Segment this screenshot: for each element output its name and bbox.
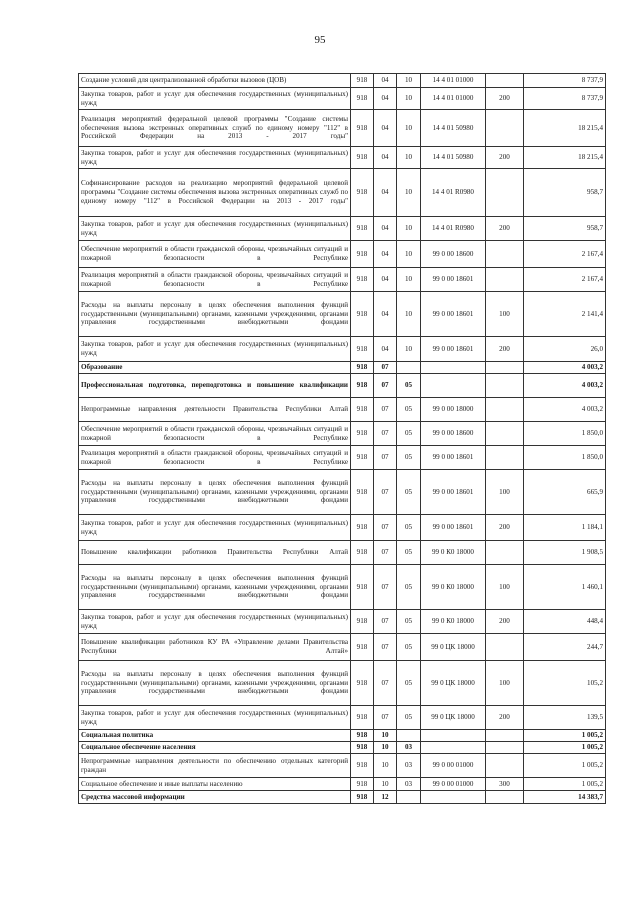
row-gr-code: 918 [351,292,374,337]
row-sum: 1 005,2 [524,742,606,754]
row-csr-code: 99 0 К0 18000 [421,565,486,610]
table-row [79,661,606,706]
row-name: Закупка товаров, работ и услуг для обеспечения государственных (муниципальных) нужд [79,147,351,169]
row-pr-code [397,791,421,804]
row-gr-code: 918 [351,337,374,362]
row-rz-code: 04 [374,147,397,169]
row-name: Закупка товаров, работ и услуг для обеспечения государственных (муниципальных) нужд [79,610,351,634]
row-gr-code: 918 [351,730,374,742]
row-vr-code [486,241,524,268]
row-pr-code: 05 [397,706,421,730]
row-rz-code: 07 [374,706,397,730]
row-pr-code: 05 [397,634,421,661]
table-row [79,337,606,362]
budget-table [78,73,606,804]
row-gr-code: 918 [351,515,374,541]
row-name: Закупка товаров, работ и услуг для обеспечения государственных (муниципальных) нужд [79,515,351,541]
row-name: Повышение квалификации работников Правительства Республики Алтай [79,541,351,565]
row-rz-code: 07 [374,422,397,446]
row-csr-code [421,362,486,374]
row-rz-code: 07 [374,446,397,470]
table-row [79,634,606,661]
row-csr-code: 14 4 01 50980 [421,147,486,169]
row-vr-code [486,422,524,446]
table-row [79,791,606,804]
row-gr-code: 918 [351,661,374,706]
row-sum: 1 850,0 [524,446,606,470]
row-pr-code: 05 [397,565,421,610]
row-name: Создание условий для централизованной обработки вызовов (ЦОВ) [79,74,351,88]
row-sum: 958,7 [524,217,606,241]
row-sum: 8 737,9 [524,74,606,88]
row-csr-code: 99 0 00 18601 [421,337,486,362]
row-csr-code [421,791,486,804]
row-pr-code: 05 [397,422,421,446]
row-vr-code [486,791,524,804]
row-vr-code [486,374,524,398]
row-csr-code: 14 4 01 01000 [421,74,486,88]
row-gr-code: 918 [351,147,374,169]
row-name: Непрограммные направления деятельности Правительства Республики Алтай [79,398,351,422]
row-sum: 665,9 [524,470,606,515]
row-sum: 1 005,2 [524,730,606,742]
row-rz-code: 07 [374,661,397,706]
row-pr-code: 10 [397,241,421,268]
table-row [79,446,606,470]
row-pr-code: 05 [397,661,421,706]
row-gr-code: 918 [351,610,374,634]
row-vr-code [486,110,524,147]
row-sum: 1 005,2 [524,778,606,791]
row-sum: 139,5 [524,706,606,730]
row-gr-code: 918 [351,706,374,730]
row-rz-code: 07 [374,610,397,634]
row-name: Закупка товаров, работ и услуг для обеспечения государственных (муниципальных) нужд [79,337,351,362]
row-rz-code: 04 [374,268,397,292]
row-vr-code: 100 [486,565,524,610]
table-row [79,706,606,730]
row-name: Закупка товаров, работ и услуг для обеспечения государственных (муниципальных) нужд [79,217,351,241]
row-pr-code [397,730,421,742]
row-csr-code: 99 0 00 18600 [421,422,486,446]
row-vr-code [486,730,524,742]
table-row [79,268,606,292]
table-row [79,470,606,515]
row-csr-code: 14 4 01 R0980 [421,217,486,241]
table-row [79,565,606,610]
table-row [79,541,606,565]
row-rz-code: 07 [374,541,397,565]
row-csr-code: 99 0 00 18601 [421,515,486,541]
table-row [79,754,606,778]
row-rz-code: 10 [374,754,397,778]
row-name: Социальная политика [79,730,351,742]
row-rz-code: 07 [374,634,397,661]
row-pr-code: 05 [397,398,421,422]
row-csr-code [421,374,486,398]
table-row [79,110,606,147]
row-name: Расходы на выплаты персоналу в целях обеспечения выполнения функций государственными (муниципальными) органами, казенными учреждениями, органами управления государственными внебюджетными фондами [79,292,351,337]
row-rz-code: 04 [374,292,397,337]
row-gr-code: 918 [351,88,374,110]
row-name: Расходы на выплаты персоналу в целях обеспечения выполнения функций государственными (муниципальными) органами, казенными учреждениями, органами управления государственными внебюджетными фондами [79,565,351,610]
row-sum: 4 003,2 [524,362,606,374]
row-name: Социальное обеспечение населения [79,742,351,754]
row-sum: 1 460,1 [524,565,606,610]
row-name: Софинансирование расходов на реализацию мероприятий федеральной целевой программы "Создание системы обеспечения вызова экстренных оперативных служб по единому номеру "112" в Российской Федерации на 2013 - 2017 годы" [79,169,351,217]
table-row [79,742,606,754]
row-gr-code: 918 [351,398,374,422]
row-name: Реализация мероприятий федеральной целевой программы "Создание системы обеспечения вызова экстренных оперативных служб по единому номеру "112" в Российской Федерации на 2013 - 2017 годы" [79,110,351,147]
row-gr-code: 918 [351,541,374,565]
row-vr-code [486,754,524,778]
row-rz-code: 04 [374,88,397,110]
row-pr-code [397,362,421,374]
row-sum: 8 737,9 [524,88,606,110]
row-gr-code: 918 [351,217,374,241]
table-row [79,217,606,241]
row-gr-code: 918 [351,374,374,398]
table-row [79,778,606,791]
row-pr-code: 10 [397,268,421,292]
row-rz-code: 07 [374,398,397,422]
row-csr-code: 14 4 01 50980 [421,110,486,147]
row-pr-code: 05 [397,470,421,515]
row-vr-code: 100 [486,292,524,337]
row-csr-code [421,730,486,742]
table-row [79,610,606,634]
row-name: Повышение квалификации работников КУ РА «Управление делами Правительства Республики Алтай» [79,634,351,661]
row-vr-code: 200 [486,610,524,634]
row-pr-code: 10 [397,217,421,241]
page-number: 95 [314,34,326,46]
row-sum: 18 215,4 [524,110,606,147]
row-name: Социальное обеспечение и иные выплаты населению [79,778,351,791]
row-csr-code: 99 0 00 18600 [421,241,486,268]
row-csr-code: 99 0 К0 18000 [421,610,486,634]
row-pr-code: 10 [397,292,421,337]
row-vr-code: 200 [486,515,524,541]
table-row [79,74,606,88]
row-rz-code: 07 [374,565,397,610]
row-gr-code: 918 [351,169,374,217]
row-vr-code [486,362,524,374]
row-sum: 2 167,4 [524,268,606,292]
row-csr-code: 99 0 00 18000 [421,398,486,422]
row-vr-code: 200 [486,88,524,110]
row-vr-code: 100 [486,470,524,515]
row-vr-code [486,398,524,422]
row-pr-code: 10 [397,147,421,169]
row-csr-code: 14 4 01 R0980 [421,169,486,217]
row-sum: 26,0 [524,337,606,362]
table-row [79,241,606,268]
row-pr-code: 03 [397,742,421,754]
row-rz-code: 04 [374,110,397,147]
row-csr-code: 99 0 00 18601 [421,292,486,337]
table-row [79,730,606,742]
row-name: Закупка товаров, работ и услуг для обеспечения государственных (муниципальных) нужд [79,88,351,110]
row-pr-code: 05 [397,610,421,634]
table-row [79,398,606,422]
row-rz-code: 04 [374,217,397,241]
row-sum: 2 167,4 [524,241,606,268]
row-pr-code: 10 [397,88,421,110]
row-rz-code: 07 [374,374,397,398]
row-pr-code: 10 [397,169,421,217]
table-row [79,374,606,398]
row-gr-code: 918 [351,791,374,804]
row-vr-code [486,742,524,754]
row-vr-code [486,446,524,470]
row-gr-code: 918 [351,634,374,661]
row-name: Реализация мероприятий в области гражданской обороны, чрезвычайных ситуаций и пожарной безопасности в Республике [79,446,351,470]
row-name: Профессиональная подготовка, переподготовка и повышение квалификации [79,374,351,398]
row-gr-code: 918 [351,742,374,754]
row-csr-code: 99 0 ЦК 18000 [421,706,486,730]
row-vr-code [486,74,524,88]
table-row [79,88,606,110]
row-csr-code: 99 0 ЦК 18000 [421,634,486,661]
row-rz-code: 07 [374,470,397,515]
row-pr-code: 10 [397,337,421,362]
row-vr-code: 200 [486,217,524,241]
row-vr-code [486,634,524,661]
row-sum: 18 215,4 [524,147,606,169]
row-name: Непрограммные направления деятельности по обеспечению отдельных категорий граждан [79,754,351,778]
table-row [79,362,606,374]
table-row [79,147,606,169]
row-name: Образование [79,362,351,374]
row-pr-code: 05 [397,541,421,565]
row-sum: 1 005,2 [524,754,606,778]
row-gr-code: 918 [351,241,374,268]
row-rz-code: 12 [374,791,397,804]
row-sum: 244,7 [524,634,606,661]
row-gr-code: 918 [351,446,374,470]
row-pr-code: 03 [397,754,421,778]
row-gr-code: 918 [351,565,374,610]
row-name: Расходы на выплаты персоналу в целях обеспечения выполнения функций государственными (муниципальными) органами, казенными учреждениями, органами управления государственными внебюджетными фондами [79,470,351,515]
row-name: Обеспечение мероприятий в области гражданской обороны, чрезвычайных ситуаций и пожарной безопасности в Республике [79,422,351,446]
row-vr-code: 200 [486,147,524,169]
table-row [79,169,606,217]
row-gr-code: 918 [351,754,374,778]
row-sum: 4 003,2 [524,374,606,398]
row-gr-code: 918 [351,74,374,88]
row-rz-code: 04 [374,169,397,217]
row-csr-code: 99 0 00 01000 [421,778,486,791]
row-vr-code [486,169,524,217]
row-csr-code: 99 0 00 18601 [421,268,486,292]
row-gr-code: 918 [351,362,374,374]
row-rz-code: 10 [374,742,397,754]
row-gr-code: 918 [351,778,374,791]
row-pr-code: 05 [397,515,421,541]
row-sum: 1 908,5 [524,541,606,565]
row-sum: 448,4 [524,610,606,634]
row-name: Обеспечение мероприятий в области гражданской обороны, чрезвычайных ситуаций и пожарной безопасности в Республике [79,241,351,268]
row-csr-code: 99 0 00 01000 [421,754,486,778]
row-rz-code: 07 [374,515,397,541]
table-row [79,422,606,446]
row-pr-code: 10 [397,74,421,88]
row-gr-code: 918 [351,470,374,515]
row-vr-code [486,268,524,292]
row-sum: 2 141,4 [524,292,606,337]
row-rz-code: 07 [374,362,397,374]
row-csr-code: 14 4 01 01000 [421,88,486,110]
row-csr-code: 99 0 00 18601 [421,446,486,470]
row-sum: 4 003,2 [524,398,606,422]
row-name: Расходы на выплаты персоналу в целях обеспечения выполнения функций государственными (муниципальными) органами, казенными учреждениями, органами управления государственными внебюджетными фондами [79,661,351,706]
row-pr-code: 03 [397,778,421,791]
row-sum: 1 184,1 [524,515,606,541]
row-sum: 1 850,0 [524,422,606,446]
row-name: Реализация мероприятий в области гражданской обороны, чрезвычайных ситуаций и пожарной безопасности в Республике [79,268,351,292]
row-vr-code: 200 [486,337,524,362]
row-csr-code: 99 0 ЦК 18000 [421,661,486,706]
row-pr-code: 05 [397,374,421,398]
table-row [79,515,606,541]
row-csr-code: 99 0 00 18601 [421,470,486,515]
row-sum: 14 383,7 [524,791,606,804]
row-sum: 958,7 [524,169,606,217]
row-rz-code: 10 [374,730,397,742]
row-rz-code: 04 [374,241,397,268]
row-gr-code: 918 [351,110,374,147]
row-name: Средства массовой информации [79,791,351,804]
row-csr-code [421,742,486,754]
row-vr-code: 100 [486,661,524,706]
row-vr-code [486,541,524,565]
row-pr-code: 05 [397,446,421,470]
row-rz-code: 04 [374,337,397,362]
row-sum: 105,2 [524,661,606,706]
row-csr-code: 99 0 К0 18000 [421,541,486,565]
row-gr-code: 918 [351,422,374,446]
row-vr-code: 300 [486,778,524,791]
row-rz-code: 10 [374,778,397,791]
row-name: Закупка товаров, работ и услуг для обеспечения государственных (муниципальных) нужд [79,706,351,730]
row-rz-code: 04 [374,74,397,88]
row-gr-code: 918 [351,268,374,292]
row-pr-code: 10 [397,110,421,147]
table-row [79,292,606,337]
row-vr-code: 200 [486,706,524,730]
